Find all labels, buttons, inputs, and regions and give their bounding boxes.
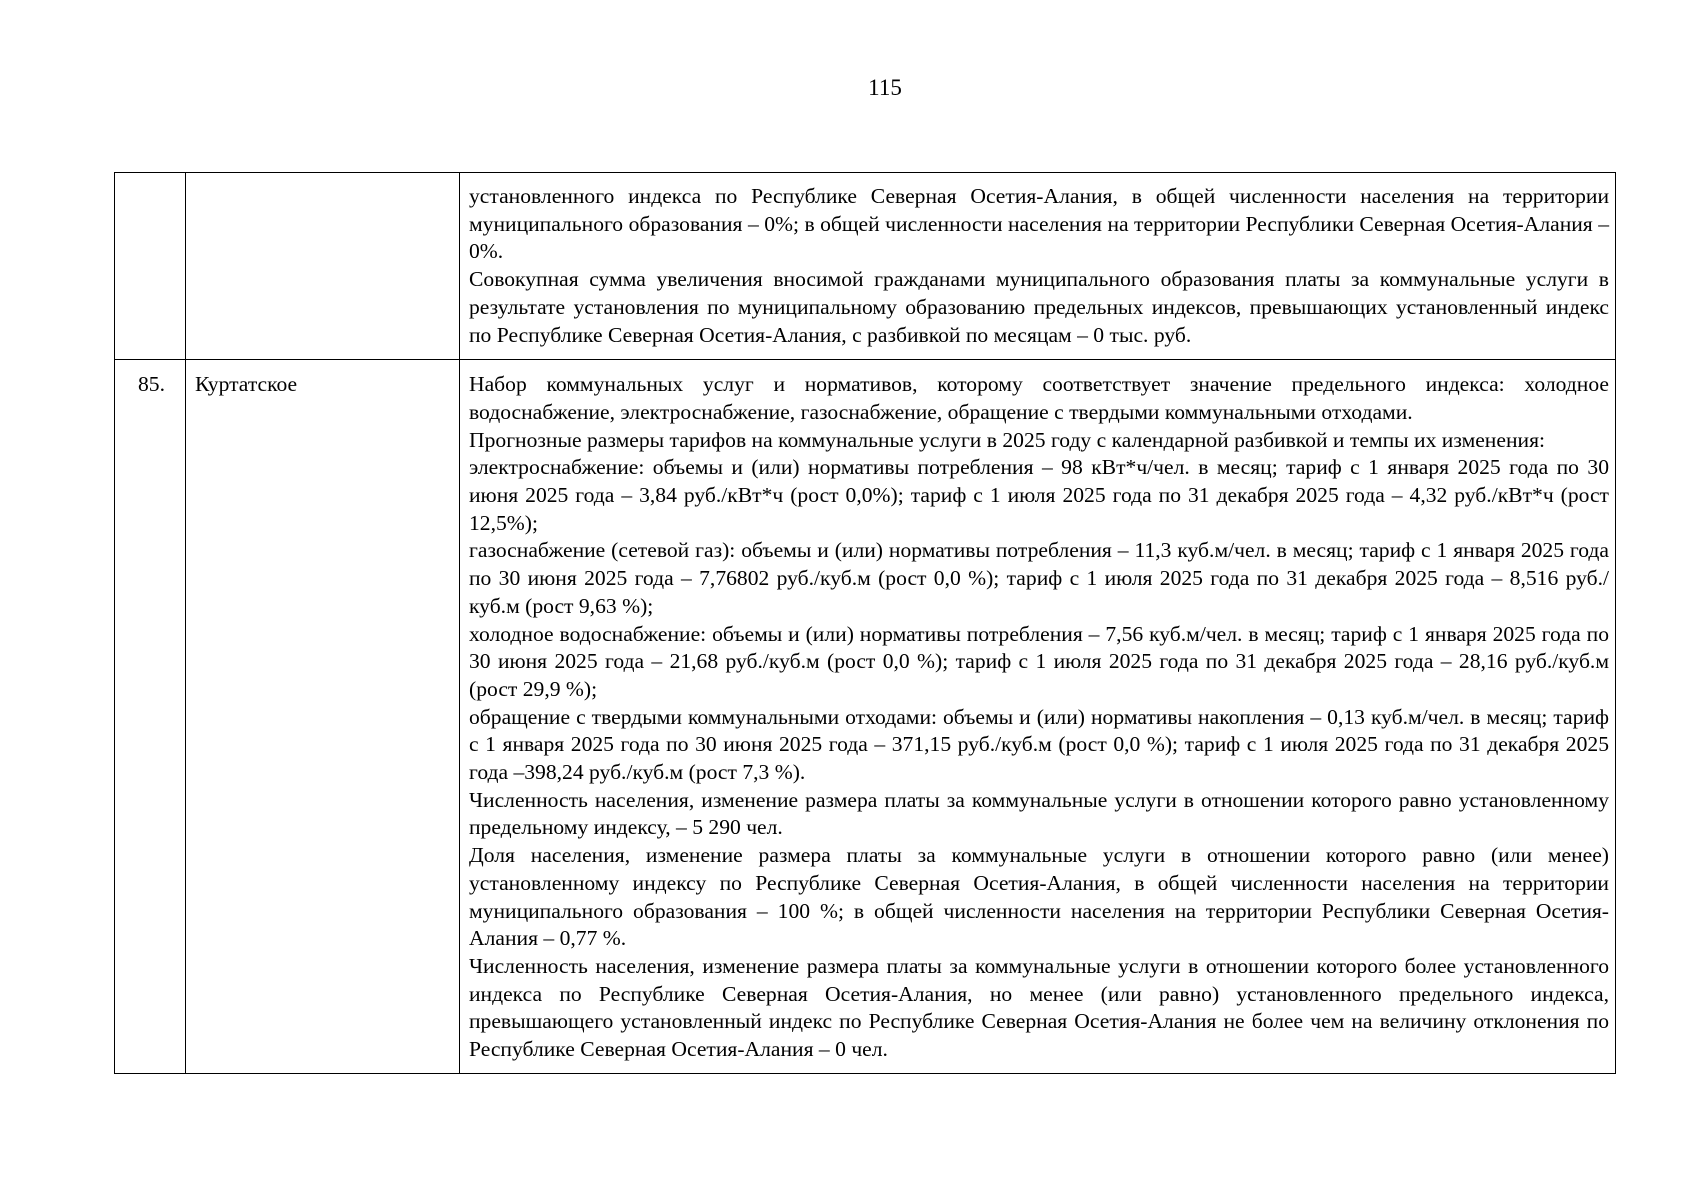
municipal-index-table: [114, 172, 1616, 1074]
row-number-cell: [115, 173, 186, 360]
paragraph: электроснабжение: объемы и (или) нормативы потребления – 98 кВт*ч/чел. в месяц; тариф с 1 января 2025 года по 30 июня 2025 года – 3,84 руб./кВт*ч (рост 0,0%); тариф с 1 июля 2025 года по 31 декабря 2025 года – 4,32 руб./кВт*ч (рост 12,5%);: [469, 455, 1609, 535]
paragraph: Набор коммунальных услуг и нормативов, которому соответствует значение предельного индекса: холодное водоснабжение, электроснабжение, газоснабжение, обращение с твердыми коммунальными отходами.: [469, 372, 1609, 424]
table-row-85: [115, 360, 1616, 1074]
page-number: 115: [868, 75, 902, 100]
paragraph: Доля населения, изменение размера платы за коммунальные услуги в отношении которого равно (или менее) установленному индексу по Республике Северная Осетия-Алания, в общей численности населения на территории муниципального образования – 100 %; в общей численности населения на территории Республики Северная Осетия-Алания – 0,77 %.: [469, 843, 1609, 951]
paragraph: Совокупная сумма увеличения вносимой гражданами муниципального образования платы за коммунальные услуги в результате установления по муниципальному образованию предельных индексов, превышающих установленный индекс по Республике Северная Осетия-Алания, с разбивкой по месяцам – 0 тыс. руб.: [469, 267, 1609, 347]
municipality-name-cell: [186, 173, 460, 360]
paragraph: холодное водоснабжение: объемы и (или) нормативы потребления – 7,56 куб.м/чел. в месяц; тариф с 1 января 2025 года по 30 июня 2025 года – 21,68 руб./куб.м (рост 0,0 %); тариф с 1 июля 2025 года по 31 декабря 2025 года – 28,16 руб./куб.м (рост 29,9 %);: [469, 621, 1609, 701]
paragraph: газоснабжение (сетевой газ): объемы и (или) нормативы потребления – 11,3 куб.м/чел. в месяц; тариф с 1 января 2025 года по 30 июня 2025 года – 7,76802 руб./куб.м (рост 0,0 %); тариф с 1 июля 2025 года по 31 декабря 2025 года – 8,516 руб./куб.м (рост 9,63 %);: [469, 538, 1609, 618]
description-cell: [460, 173, 1616, 360]
paragraph: Прогнозные размеры тарифов на коммунальные услуги в 2025 году с календарной разбивкой и темпы их изменения:: [469, 427, 1545, 452]
row-number-cell: 85.: [115, 360, 186, 1074]
table-row-continuation: [115, 173, 1616, 360]
paragraph: установленного индекса по Республике Северная Осетия-Алания, в общей численности населения на территории муниципального образования – 0%; в общей численности населения на территории Республики Северная Осетия-Алания – 0%.: [469, 184, 1609, 264]
municipality-name-cell: Куртатское: [186, 360, 460, 1074]
paragraph: обращение с твердыми коммунальными отходами: объемы и (или) нормативы накопления – 0,13 куб.м/чел. в месяц; тариф с 1 января 2025 года по 30 июня 2025 года – 371,15 руб./куб.м (рост 0,0 %); тариф с 1 июля 2025 года по 31 декабря 2025 года –398,24 руб./куб.м (рост 7,3 %).: [469, 704, 1609, 785]
paragraph: Численность населения, изменение размера платы за коммунальные услуги в отношении которого более установленного индекса по Республике Северная Осетия-Алания, но менее (или равно) установленного предельного индекса, превышающего установленный индекс по Республике Северная Осетия-Алания не более чем на величину отклонения по Республике Северная Осетия-Алания – 0 чел.: [469, 953, 1609, 1062]
paragraph: Численность населения, изменение размера платы за коммунальные услуги в отношении которого равно установленному предельному индексу, – 5 290 чел.: [469, 787, 1609, 840]
description-cell: [460, 360, 1616, 1074]
